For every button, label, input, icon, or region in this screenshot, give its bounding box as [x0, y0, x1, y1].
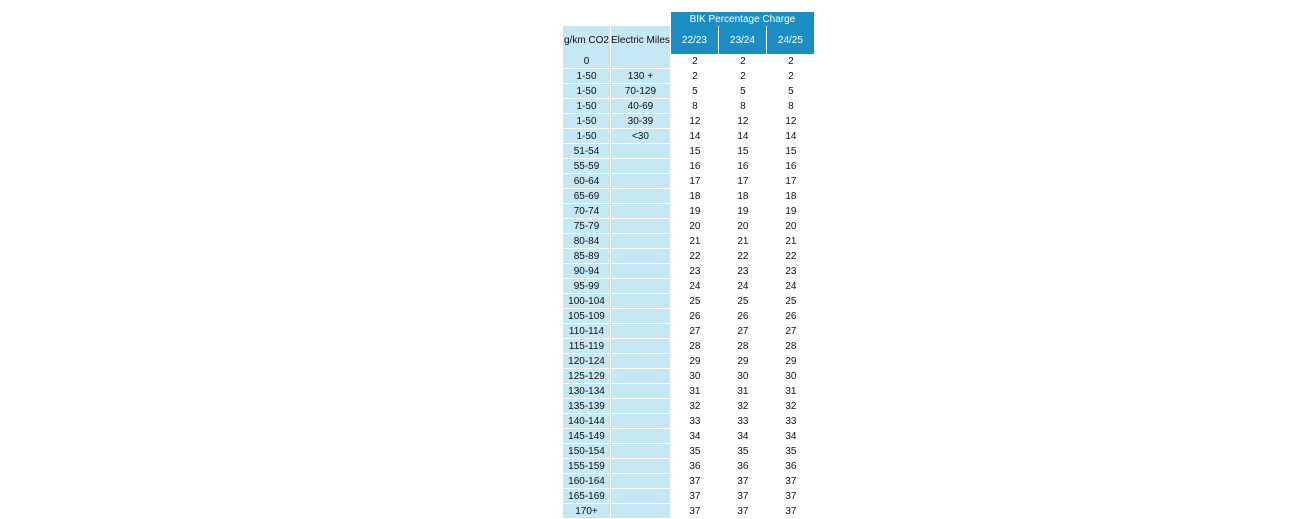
- table-row: [563, 234, 815, 249]
- electric-miles-cell: [611, 474, 671, 489]
- co2-cell: 55-59: [563, 159, 611, 174]
- table-row: [563, 204, 815, 219]
- rate-2324-cell: 20: [719, 219, 767, 234]
- rate-2223-cell: 19: [671, 204, 719, 219]
- rate-2324-cell: 34: [719, 429, 767, 444]
- electric-miles-cell: [611, 324, 671, 339]
- rate-2324-cell: 5: [719, 84, 767, 99]
- electric-miles-cell: [611, 219, 671, 234]
- rate-2223-cell: 21: [671, 234, 719, 249]
- rate-2223-cell: 15: [671, 144, 719, 159]
- rate-2324-cell: 19: [719, 204, 767, 219]
- electric-miles-cell: [611, 369, 671, 384]
- rate-2223-cell: 18: [671, 189, 719, 204]
- table-row: [563, 159, 815, 174]
- co2-cell: 70-74: [563, 204, 611, 219]
- rate-2324-cell: 2: [719, 54, 767, 69]
- rate-2425-cell: 31: [767, 384, 815, 399]
- electric-miles-cell: [611, 189, 671, 204]
- rate-2223-cell: 32: [671, 399, 719, 414]
- table-row: [563, 264, 815, 279]
- rate-2425-cell: 37: [767, 489, 815, 504]
- electric-miles-cell: [611, 489, 671, 504]
- rate-2425-cell: 25: [767, 294, 815, 309]
- rate-2425-cell: 16: [767, 159, 815, 174]
- column-header-electric-miles: Electric Miles: [611, 26, 671, 54]
- table-body: [563, 54, 815, 519]
- column-header-co2: g/km CO2: [563, 26, 611, 54]
- electric-miles-cell: [611, 204, 671, 219]
- rate-2425-cell: 27: [767, 324, 815, 339]
- rate-2324-cell: 27: [719, 324, 767, 339]
- rate-2223-cell: 17: [671, 174, 719, 189]
- rate-2425-cell: 12: [767, 114, 815, 129]
- rate-2324-cell: 30: [719, 369, 767, 384]
- electric-miles-cell: [611, 504, 671, 519]
- rate-2223-cell: 34: [671, 429, 719, 444]
- co2-cell: 100-104: [563, 294, 611, 309]
- blank-header-cell: [563, 12, 611, 26]
- rate-2223-cell: 2: [671, 69, 719, 84]
- rate-2425-cell: 21: [767, 234, 815, 249]
- co2-cell: 160-164: [563, 474, 611, 489]
- table-row: [563, 489, 815, 504]
- table-row: [563, 129, 815, 144]
- rate-2425-cell: 8: [767, 99, 815, 114]
- column-header-2425: 24/25: [767, 26, 815, 54]
- co2-cell: 1-50: [563, 114, 611, 129]
- co2-cell: 1-50: [563, 69, 611, 84]
- electric-miles-cell: 70-129: [611, 84, 671, 99]
- electric-miles-cell: [611, 399, 671, 414]
- table-row: [563, 324, 815, 339]
- rate-2223-cell: 14: [671, 129, 719, 144]
- table-row: [563, 384, 815, 399]
- table-row: [563, 219, 815, 234]
- rate-2223-cell: 30: [671, 369, 719, 384]
- rate-2425-cell: 2: [767, 54, 815, 69]
- rate-2425-cell: 28: [767, 339, 815, 354]
- rate-2223-cell: 35: [671, 444, 719, 459]
- rate-2425-cell: 20: [767, 219, 815, 234]
- co2-cell: 120-124: [563, 354, 611, 369]
- rate-2425-cell: 15: [767, 144, 815, 159]
- table-row: [563, 444, 815, 459]
- co2-cell: 75-79: [563, 219, 611, 234]
- rate-2425-cell: 23: [767, 264, 815, 279]
- table-row: [563, 429, 815, 444]
- rate-2223-cell: 37: [671, 474, 719, 489]
- rate-2425-cell: 18: [767, 189, 815, 204]
- rate-2223-cell: 5: [671, 84, 719, 99]
- rate-2324-cell: 14: [719, 129, 767, 144]
- rate-2425-cell: 30: [767, 369, 815, 384]
- co2-cell: 150-154: [563, 444, 611, 459]
- electric-miles-cell: [611, 339, 671, 354]
- rate-2223-cell: 16: [671, 159, 719, 174]
- rate-2425-cell: 24: [767, 279, 815, 294]
- rate-2223-cell: 29: [671, 354, 719, 369]
- blank-header-cell: [611, 12, 671, 26]
- rate-2425-cell: 5: [767, 84, 815, 99]
- rate-2223-cell: 2: [671, 54, 719, 69]
- group-header-row: [563, 12, 815, 26]
- table-row: [563, 189, 815, 204]
- co2-cell: 0: [563, 54, 611, 69]
- electric-miles-cell: [611, 249, 671, 264]
- rate-2324-cell: 17: [719, 174, 767, 189]
- rate-2425-cell: 2: [767, 69, 815, 84]
- table-row: [563, 414, 815, 429]
- electric-miles-cell: [611, 144, 671, 159]
- rate-2425-cell: 37: [767, 474, 815, 489]
- electric-miles-cell: [611, 264, 671, 279]
- table-row: [563, 54, 815, 69]
- rate-2324-cell: 31: [719, 384, 767, 399]
- table-row: [563, 279, 815, 294]
- rate-2223-cell: 24: [671, 279, 719, 294]
- rate-2425-cell: 26: [767, 309, 815, 324]
- co2-cell: 60-64: [563, 174, 611, 189]
- rate-2324-cell: 15: [719, 144, 767, 159]
- electric-miles-cell: [611, 414, 671, 429]
- table-row: [563, 339, 815, 354]
- rate-2223-cell: 36: [671, 459, 719, 474]
- table-row: [563, 474, 815, 489]
- table-row: [563, 309, 815, 324]
- rate-2223-cell: 31: [671, 384, 719, 399]
- co2-cell: 85-89: [563, 249, 611, 264]
- rate-2324-cell: 21: [719, 234, 767, 249]
- rate-2324-cell: 8: [719, 99, 767, 114]
- rate-2223-cell: 12: [671, 114, 719, 129]
- table-row: [563, 144, 815, 159]
- rate-2223-cell: 33: [671, 414, 719, 429]
- co2-cell: 145-149: [563, 429, 611, 444]
- co2-cell: 51-54: [563, 144, 611, 159]
- rate-2223-cell: 20: [671, 219, 719, 234]
- rate-2425-cell: 19: [767, 204, 815, 219]
- co2-cell: 140-144: [563, 414, 611, 429]
- rate-2324-cell: 29: [719, 354, 767, 369]
- electric-miles-cell: [611, 459, 671, 474]
- electric-miles-cell: [611, 444, 671, 459]
- electric-miles-cell: [611, 174, 671, 189]
- rate-2425-cell: 36: [767, 459, 815, 474]
- electric-miles-cell: [611, 159, 671, 174]
- column-header-2223: 22/23: [671, 26, 719, 54]
- rate-2324-cell: 32: [719, 399, 767, 414]
- rate-2425-cell: 35: [767, 444, 815, 459]
- rate-2324-cell: 37: [719, 489, 767, 504]
- rate-2223-cell: 27: [671, 324, 719, 339]
- co2-cell: 170+: [563, 504, 611, 519]
- electric-miles-cell: [611, 429, 671, 444]
- co2-cell: 135-139: [563, 399, 611, 414]
- rate-2223-cell: 22: [671, 249, 719, 264]
- rate-2425-cell: 29: [767, 354, 815, 369]
- rate-2324-cell: 33: [719, 414, 767, 429]
- table-row: [563, 294, 815, 309]
- co2-cell: 1-50: [563, 129, 611, 144]
- rate-2425-cell: 17: [767, 174, 815, 189]
- rate-2324-cell: 36: [719, 459, 767, 474]
- rate-2324-cell: 12: [719, 114, 767, 129]
- rate-2324-cell: 35: [719, 444, 767, 459]
- co2-cell: 125-129: [563, 369, 611, 384]
- table-row: [563, 174, 815, 189]
- rate-2324-cell: 2: [719, 69, 767, 84]
- co2-cell: 80-84: [563, 234, 611, 249]
- electric-miles-cell: [611, 354, 671, 369]
- table-row: [563, 84, 815, 99]
- rate-2425-cell: 22: [767, 249, 815, 264]
- rate-2324-cell: 37: [719, 474, 767, 489]
- electric-miles-cell: [611, 294, 671, 309]
- rate-2425-cell: 37: [767, 504, 815, 519]
- co2-cell: 105-109: [563, 309, 611, 324]
- electric-miles-cell: 30-39: [611, 114, 671, 129]
- rate-2425-cell: 32: [767, 399, 815, 414]
- co2-cell: 1-50: [563, 84, 611, 99]
- rate-2223-cell: 23: [671, 264, 719, 279]
- co2-cell: 165-169: [563, 489, 611, 504]
- rate-2223-cell: 25: [671, 294, 719, 309]
- electric-miles-cell: [611, 309, 671, 324]
- table-title: BIK Percentage Charge: [671, 12, 815, 26]
- rate-2324-cell: 16: [719, 159, 767, 174]
- rate-2223-cell: 26: [671, 309, 719, 324]
- electric-miles-cell: 130 +: [611, 69, 671, 84]
- co2-cell: 155-159: [563, 459, 611, 474]
- co2-cell: 130-134: [563, 384, 611, 399]
- table-row: [563, 369, 815, 384]
- co2-cell: 95-99: [563, 279, 611, 294]
- rate-2425-cell: 34: [767, 429, 815, 444]
- electric-miles-cell: [611, 384, 671, 399]
- table-row: [563, 69, 815, 84]
- electric-miles-cell: <30: [611, 129, 671, 144]
- co2-cell: 65-69: [563, 189, 611, 204]
- column-header-row: [563, 26, 815, 54]
- table-row: [563, 459, 815, 474]
- rate-2324-cell: 18: [719, 189, 767, 204]
- table-row: [563, 504, 815, 519]
- table-row: [563, 354, 815, 369]
- table-row: [563, 99, 815, 114]
- table-row: [563, 399, 815, 414]
- co2-cell: 90-94: [563, 264, 611, 279]
- column-header-2324: 23/24: [719, 26, 767, 54]
- electric-miles-cell: [611, 54, 671, 69]
- table-row: [563, 114, 815, 129]
- electric-miles-cell: [611, 234, 671, 249]
- rate-2324-cell: 28: [719, 339, 767, 354]
- electric-miles-cell: [611, 279, 671, 294]
- co2-cell: 110-114: [563, 324, 611, 339]
- rate-2223-cell: 37: [671, 489, 719, 504]
- rate-2223-cell: 8: [671, 99, 719, 114]
- rate-2324-cell: 24: [719, 279, 767, 294]
- table-row: [563, 249, 815, 264]
- rate-2324-cell: 22: [719, 249, 767, 264]
- bik-percentage-table: [563, 12, 815, 519]
- rate-2324-cell: 25: [719, 294, 767, 309]
- rate-2324-cell: 26: [719, 309, 767, 324]
- co2-cell: 1-50: [563, 99, 611, 114]
- co2-cell: 115-119: [563, 339, 611, 354]
- electric-miles-cell: 40-69: [611, 99, 671, 114]
- rate-2425-cell: 33: [767, 414, 815, 429]
- rate-2425-cell: 14: [767, 129, 815, 144]
- rate-2223-cell: 37: [671, 504, 719, 519]
- rate-2324-cell: 23: [719, 264, 767, 279]
- rate-2223-cell: 28: [671, 339, 719, 354]
- rate-2324-cell: 37: [719, 504, 767, 519]
